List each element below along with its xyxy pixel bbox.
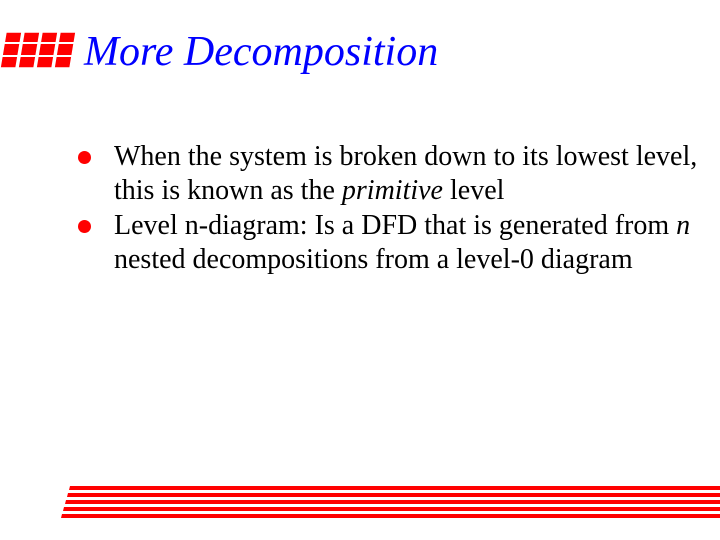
bullet-text: Level n-diagram: Is a DFD that is generated from [114, 210, 677, 241]
bullet-item [78, 209, 698, 277]
bullet-list [78, 140, 698, 278]
bullet-emphasis: n [676, 210, 691, 241]
bullet-dot-icon [78, 220, 91, 233]
bullet-dot-icon [78, 151, 91, 164]
bullet-emphasis: primitive [341, 175, 443, 206]
bullet-text: When the system is broken down to its lowest level, this is known as the [114, 141, 698, 206]
bullet-text: level [442, 175, 505, 206]
bullet-text: nested decompositions from a level-0 diagram [114, 244, 633, 275]
bullet-item [78, 140, 698, 208]
title-bar-decoration [0, 30, 78, 70]
slide-title: More Decomposition [84, 29, 439, 75]
footer-stripe-decoration [60, 486, 720, 520]
